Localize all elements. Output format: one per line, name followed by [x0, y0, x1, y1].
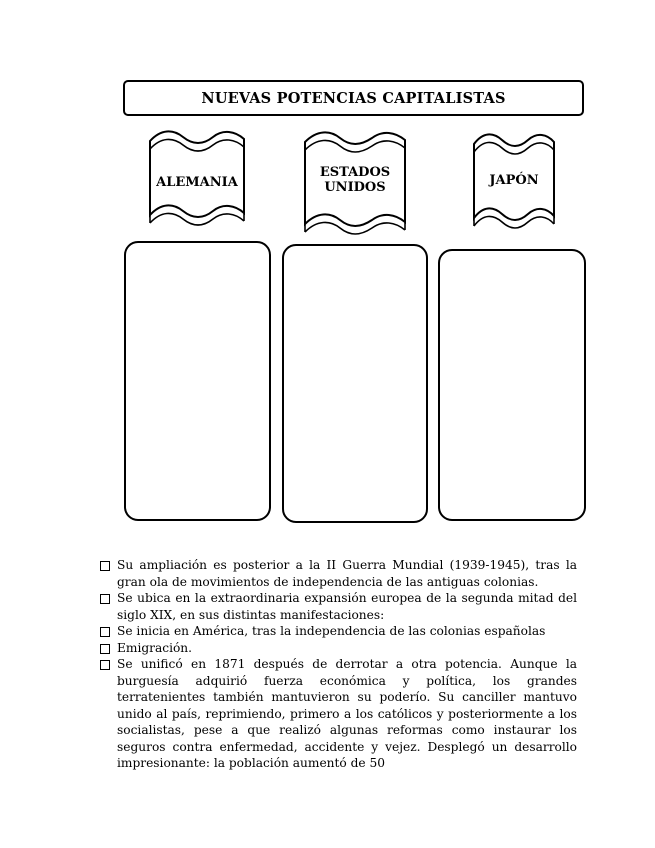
banner-label: JAPÓN — [489, 172, 539, 188]
checkbox-icon[interactable] — [100, 660, 110, 670]
list-item — [100, 557, 577, 590]
list-item — [100, 640, 577, 657]
list-item-text: Se unificó en 1871 después de derrotar a otra potencia. Aunque la burguesía adquirió fuerza económica y política, los grandes terratenientes también mantuvieron su poderío. Su canciller mantuvo unido al país, reprimiendo, primero a los católicos y posteriormente a los socialistas, pese a que realizó algunas reformas como instaurar los seguros contra enfermedad, accidente y vejez. Desplegó un desarrollo impresionante: la población aumentó de 50 — [117, 657, 577, 770]
answer-box-alemania[interactable] — [124, 241, 271, 521]
banner-japon — [471, 130, 557, 238]
page-title: NUEVAS POTENCIAS CAPITALISTAS — [123, 80, 584, 116]
checkbox-icon[interactable] — [100, 644, 110, 654]
list-item — [100, 656, 577, 772]
list-item-text: Se inicia en América, tras la independencia de las colonias españolas — [117, 624, 546, 638]
list-item-text: Emigración. — [117, 640, 193, 655]
checkbox-icon[interactable] — [100, 594, 110, 604]
answer-box-estados-unidos[interactable] — [282, 244, 428, 523]
list-item-text: Se ubica en la extraordinaria expansión europea de la segunda mitad del siglo XIX, en sus distintas manifestaciones: — [117, 591, 577, 622]
checkbox-icon[interactable] — [100, 561, 110, 571]
banner-estados-unidos — [302, 128, 408, 246]
checkbox-icon[interactable] — [100, 627, 110, 637]
list-item — [100, 623, 577, 640]
banner-alemania — [147, 127, 247, 237]
answer-box-japon[interactable] — [438, 249, 586, 521]
list-item-text: Su ampliación es posterior a la II Guerra Mundial (1939-1945), tras la gran ola de movimientos de independencia de las antiguas colonias. — [117, 558, 577, 589]
banner-label: ALEMANIA — [156, 174, 238, 190]
banner-label: ESTADOS UNIDOS — [319, 165, 391, 195]
list-item — [100, 590, 577, 623]
statement-list — [100, 557, 577, 772]
